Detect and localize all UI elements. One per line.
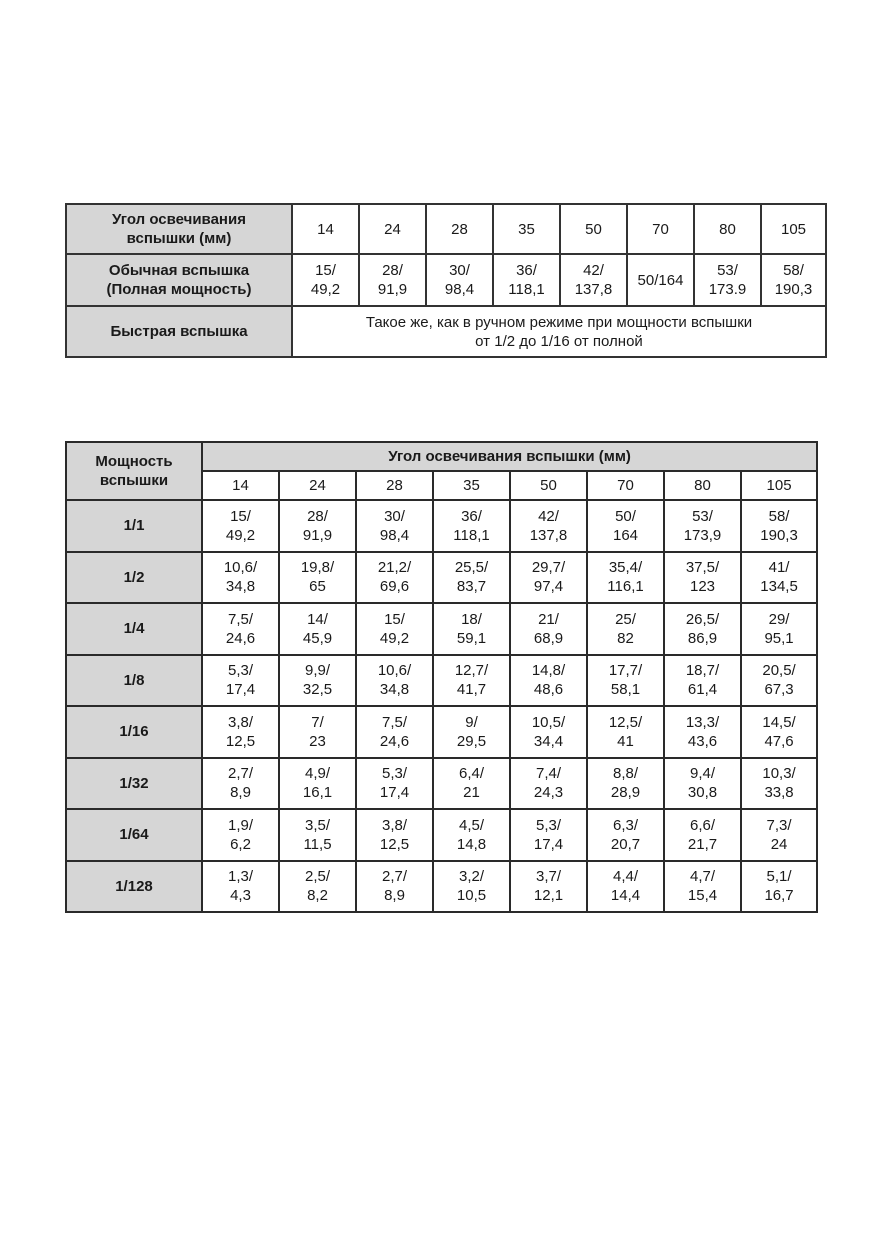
guide-number: 6,6/ — [689, 816, 716, 834]
value-cell — [433, 603, 510, 655]
guide-number: 2,7/ — [227, 765, 254, 783]
guide-number: 34,4 — [533, 732, 564, 750]
guide-number: 35,4/ — [608, 559, 643, 577]
guide-number: 32,5 — [302, 681, 333, 699]
guide-number: 3,5/ — [304, 816, 331, 834]
focal-cell: 70 — [587, 471, 664, 500]
guide-number: 26,5/ — [685, 610, 720, 628]
value-cell — [587, 500, 664, 552]
guide-number: 33,8 — [764, 784, 794, 802]
guide-number: 1,3/ — [227, 868, 254, 886]
guide-number: 4,7/ — [689, 868, 716, 886]
guide-number: 20,5/ — [762, 662, 796, 680]
guide-number: 14,8/ — [531, 662, 566, 680]
guide-number: 45,9 — [302, 629, 333, 647]
value-cell — [279, 500, 356, 552]
guide-number: 29/ — [768, 610, 790, 628]
guide-number: 17,4 — [225, 681, 256, 699]
table-row — [66, 809, 817, 861]
guide-number: 10,3/ — [762, 765, 796, 783]
focal-cell: 80 — [694, 204, 761, 254]
guide-number: 25/ — [615, 610, 636, 628]
guide-number: 10,5/ — [531, 713, 566, 731]
value-cell — [356, 706, 433, 758]
guide-number: 7,3/ — [766, 816, 792, 834]
value-cell — [664, 758, 741, 810]
value-cell — [433, 758, 510, 810]
guide-number: 86,9 — [687, 629, 718, 647]
value-cell — [587, 655, 664, 707]
guide-number: 83,7 — [456, 578, 487, 596]
guide-number: 9,4/ — [689, 765, 716, 783]
guide-number: 173,9 — [683, 526, 722, 544]
focal-cell: 105 — [741, 471, 817, 500]
guide-number: 10,6/ — [377, 662, 412, 680]
fast-flash-note: Такое же, как в ручном режиме при мощности вспышки от 1/2 до 1/16 от полной — [292, 306, 826, 357]
value-cell — [279, 861, 356, 913]
guide-number: 24,3 — [533, 784, 564, 802]
value-cell — [356, 552, 433, 604]
value-cell: 50/164 — [627, 254, 694, 306]
power-cell: 1/4 — [66, 603, 202, 655]
guide-number: 16,1 — [302, 784, 333, 802]
value-cell — [510, 706, 587, 758]
guide-number: 7,5/ — [381, 713, 408, 731]
focal-cell: 35 — [493, 204, 560, 254]
guide-number: 67,3 — [764, 681, 794, 699]
row-header-normal-flash: Обычная вспышка (Полная мощность) — [66, 254, 292, 306]
value-cell — [510, 655, 587, 707]
value-cell — [741, 655, 817, 707]
guide-number: 8,2 — [307, 887, 328, 905]
guide-number: 15/ — [384, 610, 405, 628]
power-cell: 1/1 — [66, 500, 202, 552]
guide-number: 164 — [612, 526, 639, 544]
guide-number: 5,3/ — [535, 816, 562, 834]
value-cell — [433, 706, 510, 758]
value-cell — [510, 809, 587, 861]
power-cell: 1/128 — [66, 861, 202, 913]
value-cell — [279, 603, 356, 655]
value-cell — [279, 809, 356, 861]
guide-number: 6,2 — [230, 835, 251, 853]
focal-cell: 105 — [761, 204, 826, 254]
power-cell: 1/16 — [66, 706, 202, 758]
value-cell — [202, 706, 279, 758]
focal-cell: 24 — [279, 471, 356, 500]
value-cell: 58/ 190,3 — [761, 254, 826, 306]
value-cell — [202, 758, 279, 810]
guide-number: 18,7/ — [685, 662, 720, 680]
guide-number: 61,4 — [687, 681, 718, 699]
table-title: Угол освечивания вспышки (мм) — [202, 442, 817, 471]
guide-number: 14,5/ — [762, 713, 796, 731]
value-cell — [510, 861, 587, 913]
guide-number: 30,8 — [687, 784, 718, 802]
guide-number: 95,1 — [764, 629, 794, 647]
guide-number: 65 — [309, 578, 326, 596]
power-cell: 1/64 — [66, 809, 202, 861]
value-cell — [279, 552, 356, 604]
guide-number: 2,5/ — [304, 868, 331, 886]
guide-number: 15/ — [230, 507, 251, 525]
guide-number: 8,9 — [230, 784, 251, 802]
power-cell: 1/8 — [66, 655, 202, 707]
guide-number: 24,6 — [225, 629, 256, 647]
value-cell — [202, 552, 279, 604]
guide-number: 50/ — [615, 507, 636, 525]
table-row — [66, 552, 817, 604]
guide-number: 15,4 — [687, 887, 718, 905]
guide-number: 16,7 — [764, 887, 794, 905]
guide-number: 53/ — [692, 507, 713, 525]
focal-cell: 24 — [359, 204, 426, 254]
value-cell — [510, 758, 587, 810]
value-cell — [356, 603, 433, 655]
value-cell: 15/ 49,2 — [292, 254, 359, 306]
value-cell — [664, 552, 741, 604]
value-cell — [356, 809, 433, 861]
guide-number: 97,4 — [533, 578, 564, 596]
guide-number: 34,8 — [379, 681, 410, 699]
focal-cell: 14 — [292, 204, 359, 254]
guide-number: 29,5 — [456, 732, 487, 750]
value-cell — [741, 706, 817, 758]
guide-number: 7/ — [311, 713, 324, 731]
guide-number: 4,4/ — [612, 868, 639, 886]
value-cell — [356, 500, 433, 552]
guide-number: 18/ — [461, 610, 482, 628]
guide-number: 21,2/ — [377, 559, 412, 577]
power-cell: 1/32 — [66, 758, 202, 810]
value-cell — [664, 603, 741, 655]
guide-number: 123 — [689, 578, 716, 596]
value-cell — [433, 861, 510, 913]
value-cell — [587, 706, 664, 758]
guide-number: 1,9/ — [227, 816, 254, 834]
row-header-focal: Угол освечивания вспышки (мм) — [66, 204, 292, 254]
guide-number: 12,1 — [533, 887, 564, 905]
value-cell — [510, 500, 587, 552]
guide-number: 17,4 — [533, 835, 564, 853]
value-cell — [510, 603, 587, 655]
value-cell — [433, 552, 510, 604]
guide-number: 10,5 — [456, 887, 487, 905]
guide-number: 91,9 — [302, 526, 333, 544]
table-row — [66, 254, 826, 306]
guide-number: 24,6 — [379, 732, 410, 750]
table-header-row — [66, 442, 817, 471]
guide-number: 28,9 — [610, 784, 641, 802]
guide-number: 29,7/ — [531, 559, 566, 577]
focal-cell: 14 — [202, 471, 279, 500]
value-cell: 36/ 118,1 — [493, 254, 560, 306]
corner-header: Мощность вспышки — [66, 442, 202, 500]
table-row — [66, 655, 817, 707]
guide-number: 116,1 — [607, 578, 644, 596]
guide-number: 17,7/ — [608, 662, 643, 680]
value-cell — [741, 552, 817, 604]
guide-number: 12,5 — [225, 732, 256, 750]
table-row — [66, 500, 817, 552]
value-cell — [664, 809, 741, 861]
value-cell: 42/ 137,8 — [560, 254, 627, 306]
guide-number: 30/ — [384, 507, 405, 525]
guide-number: 3,2/ — [458, 868, 485, 886]
table-row — [66, 306, 826, 357]
guide-number: 9,9/ — [304, 662, 331, 680]
guide-number: 4,5/ — [458, 816, 485, 834]
table-row — [66, 603, 817, 655]
focal-cell: 70 — [627, 204, 694, 254]
guide-number: 190,3 — [760, 526, 798, 544]
value-cell — [433, 655, 510, 707]
guide-number: 34,8 — [225, 578, 256, 596]
value-cell — [279, 758, 356, 810]
value-cell — [202, 809, 279, 861]
guide-number: 3,7/ — [535, 868, 562, 886]
value-cell — [279, 706, 356, 758]
value-cell — [664, 861, 741, 913]
guide-number: 12,7/ — [454, 662, 489, 680]
flash-range-summary-table — [65, 203, 827, 358]
guide-number: 59,1 — [456, 629, 487, 647]
guide-number: 47,6 — [764, 732, 794, 750]
guide-number: 36/ — [461, 507, 482, 525]
guide-number: 11,5 — [303, 835, 332, 853]
value-cell — [202, 603, 279, 655]
guide-number: 13,3/ — [685, 713, 720, 731]
guide-number: 118,1 — [453, 526, 490, 544]
guide-number: 58,1 — [610, 681, 641, 699]
power-cell: 1/2 — [66, 552, 202, 604]
value-cell — [741, 500, 817, 552]
value-cell — [664, 655, 741, 707]
focal-cell: 28 — [426, 204, 493, 254]
guide-number: 14/ — [307, 610, 328, 628]
guide-number: 2,7/ — [381, 868, 408, 886]
focal-cell: 80 — [664, 471, 741, 500]
guide-number: 19,8/ — [300, 559, 335, 577]
value-cell — [279, 655, 356, 707]
guide-number: 14,8 — [456, 835, 487, 853]
guide-number: 5,1/ — [766, 868, 792, 886]
guide-number: 6,3/ — [612, 816, 639, 834]
focal-cell: 35 — [433, 471, 510, 500]
guide-number: 5,3/ — [227, 662, 254, 680]
value-cell — [664, 500, 741, 552]
guide-number: 49,2 — [225, 526, 256, 544]
value-cell — [433, 809, 510, 861]
value-cell — [587, 861, 664, 913]
table-row — [66, 204, 826, 254]
guide-number: 41/ — [768, 559, 790, 577]
guide-number: 137,8 — [529, 526, 568, 544]
guide-number: 98,4 — [379, 526, 410, 544]
value-cell — [741, 809, 817, 861]
guide-number: 8,9 — [384, 887, 405, 905]
guide-number: 7,4/ — [535, 765, 562, 783]
guide-number: 6,4/ — [458, 765, 485, 783]
guide-number: 23 — [309, 732, 326, 750]
table-row — [66, 758, 817, 810]
guide-number: 58/ — [768, 507, 790, 525]
value-cell — [356, 758, 433, 810]
value-cell: 53/ 173.9 — [694, 254, 761, 306]
flash-power-range-table — [65, 441, 818, 913]
guide-number: 69,6 — [379, 578, 410, 596]
guide-number: 43,6 — [687, 732, 718, 750]
guide-number: 21/ — [538, 610, 559, 628]
value-cell — [741, 861, 817, 913]
guide-number: 9/ — [465, 713, 478, 731]
value-cell — [202, 500, 279, 552]
value-cell — [664, 706, 741, 758]
guide-number: 41 — [617, 732, 634, 750]
guide-number: 28/ — [307, 507, 328, 525]
guide-number: 7,5/ — [227, 610, 254, 628]
guide-number: 48,6 — [533, 681, 564, 699]
value-cell — [741, 603, 817, 655]
guide-number: 12,5/ — [608, 713, 643, 731]
guide-number: 3,8/ — [381, 816, 408, 834]
value-cell — [587, 552, 664, 604]
guide-number: 37,5/ — [685, 559, 720, 577]
guide-number: 4,9/ — [304, 765, 331, 783]
guide-number: 49,2 — [379, 629, 410, 647]
guide-number: 20,7 — [610, 835, 641, 853]
value-cell — [433, 500, 510, 552]
focal-cell: 28 — [356, 471, 433, 500]
value-cell: 28/ 91,9 — [359, 254, 426, 306]
guide-number: 5,3/ — [381, 765, 408, 783]
guide-number: 21 — [463, 784, 480, 802]
value-cell — [356, 655, 433, 707]
focal-cell: 50 — [510, 471, 587, 500]
value-cell — [510, 552, 587, 604]
value-cell: 30/ 98,4 — [426, 254, 493, 306]
guide-number: 41,7 — [456, 681, 487, 699]
table-row — [66, 706, 817, 758]
value-cell — [356, 861, 433, 913]
guide-number: 42/ — [538, 507, 559, 525]
guide-number: 10,6/ — [223, 559, 258, 577]
value-cell — [587, 809, 664, 861]
value-cell — [202, 861, 279, 913]
guide-number: 134,5 — [760, 578, 798, 596]
guide-number: 4,3 — [230, 887, 251, 905]
guide-number: 21,7 — [687, 835, 718, 853]
row-header-fast-flash: Быстрая вспышка — [66, 306, 292, 357]
guide-number: 12,5 — [379, 835, 410, 853]
guide-number: 3,8/ — [227, 713, 254, 731]
table-row — [66, 861, 817, 913]
value-cell — [741, 758, 817, 810]
guide-number: 68,9 — [533, 629, 564, 647]
guide-number: 14,4 — [610, 887, 641, 905]
guide-number: 25,5/ — [454, 559, 489, 577]
value-cell — [587, 758, 664, 810]
value-cell — [202, 655, 279, 707]
focal-cell: 50 — [560, 204, 627, 254]
guide-number: 17,4 — [379, 784, 410, 802]
guide-number: 24 — [770, 835, 788, 853]
guide-number: 82 — [617, 629, 634, 647]
value-cell — [587, 603, 664, 655]
guide-number: 8,8/ — [612, 765, 639, 783]
